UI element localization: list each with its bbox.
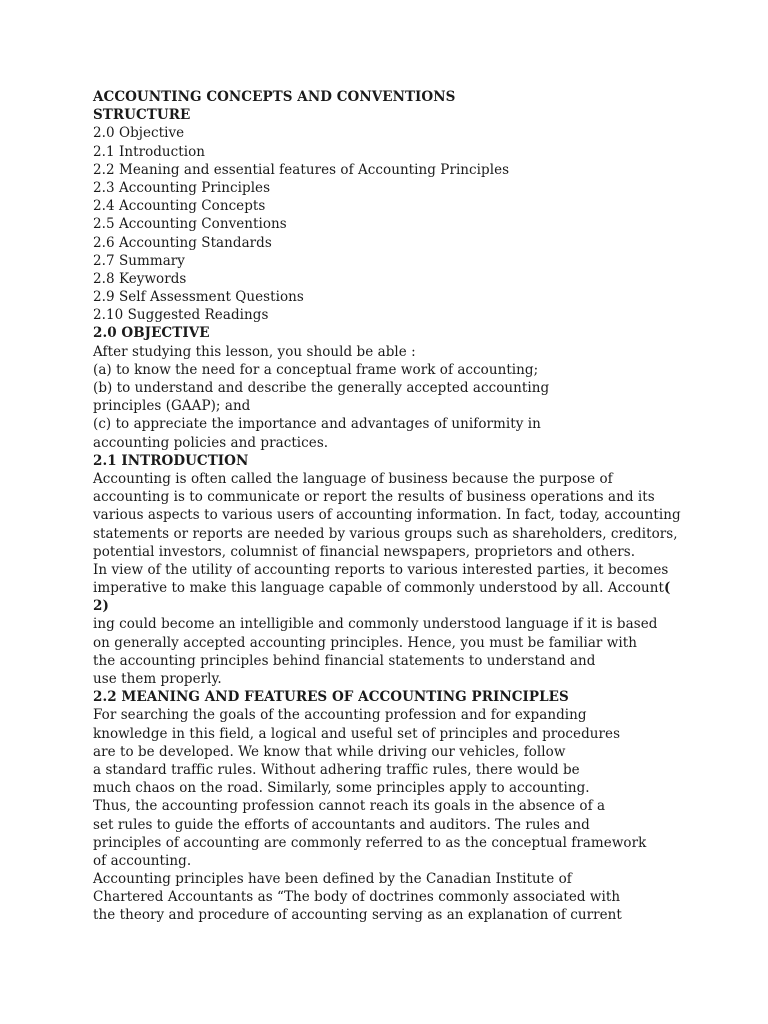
toc-item: 2.8 Keywords — [93, 270, 187, 287]
paragraph-line: on generally accepted accounting principles. Hence, you must be familiar with — [93, 634, 637, 651]
paragraph-line: statements or reports are needed by various groups such as shareholders, creditors, — [93, 525, 678, 542]
table-of-contents — [93, 124, 733, 324]
paragraph-line: accounting policies and practices. — [93, 434, 329, 451]
toc-item: 2.7 Summary — [93, 252, 185, 269]
paragraph-line: Accounting principles have been defined by the Canadian Institute of — [93, 871, 572, 888]
paragraph-line: principles of accounting are commonly referred to as the conceptual framework — [93, 834, 647, 851]
paragraph-line: After studying this lesson, you should be able : — [93, 343, 416, 360]
paragraph-line: Accounting is often called the language of business because the purpose of — [93, 470, 613, 487]
objective-heading: 2.0 OBJECTIVE — [93, 325, 210, 342]
paragraph-line: Thus, the accounting profession cannot reach its goals in the absence of a — [93, 798, 606, 815]
meaning-heading: 2.2 MEANING AND FEATURES OF ACCOUNTING PRINCIPLES — [93, 689, 569, 706]
paragraph-line: the theory and procedure of accounting serving as an explanation of current — [93, 907, 622, 924]
objective-paragraph — [93, 343, 733, 452]
paragraph-line: (b) to understand and describe the generally accepted accounting — [93, 380, 550, 396]
structure-heading: STRUCTURE — [93, 107, 191, 124]
paragraph-line: Chartered Accountants as “The body of doctrines commonly associated with — [93, 889, 621, 906]
paragraph-line: principles (GAAP); and — [93, 398, 251, 415]
paragraph-line: of accounting. — [93, 852, 192, 869]
paragraph-line: (a) to know the need for a conceptual frame work of accounting; — [93, 361, 539, 378]
page-marker-open-paren: ( — [664, 580, 671, 597]
introduction-paragraph — [93, 470, 733, 688]
paragraph-line: accounting is to communicate or report the results of business operations and its — [93, 489, 655, 506]
paragraph-line: are to be developed. We know that while driving our vehicles, follow — [93, 743, 566, 760]
paragraph-line: the accounting principles behind financial statements to understand and — [93, 652, 596, 669]
marker-line-text: imperative to make this language capable of commonly understood by all. Account — [93, 580, 664, 597]
paragraph-line: (c) to appreciate the importance and advantages of uniformity in — [93, 416, 541, 433]
toc-item: 2.4 Accounting Concepts — [93, 198, 266, 215]
paragraph-line: various aspects to various users of accounting information. In fact, today, accounting — [93, 507, 681, 524]
toc-item: 2.6 Accounting Standards — [93, 234, 272, 251]
paragraph-line: ing could become an intelligible and commonly understood language if it is based — [93, 616, 658, 633]
toc-item: 2.10 Suggested Readings — [93, 307, 269, 324]
meaning-paragraph — [93, 706, 733, 924]
toc-item: 2.2 Meaning and essential features of Accounting Principles — [93, 161, 510, 178]
paragraph-line: a standard traffic rules. Without adhering traffic rules, there would be — [93, 761, 580, 778]
toc-item: 2.9 Self Assessment Questions — [93, 289, 304, 306]
paragraph-line: set rules to guide the efforts of accountants and auditors. The rules and — [93, 816, 590, 833]
toc-item: 2.1 Introduction — [93, 143, 206, 160]
paragraph-line: much chaos on the road. Similarly, some principles apply to accounting. — [93, 780, 590, 797]
paragraph-line: potential investors, columnist of financial newspapers, proprietors and others. — [93, 543, 636, 560]
paragraph-line: use them properly. — [93, 671, 222, 687]
paragraph-line — [93, 579, 733, 597]
paragraph-line: For searching the goals of the accounting profession and for expanding — [93, 707, 587, 724]
toc-item: 2.5 Accounting Conventions — [93, 216, 287, 233]
paragraph-line: In view of the utility of accounting reports to various interested parties, it becomes — [93, 561, 669, 578]
document-page — [93, 88, 733, 925]
toc-item: 2.0 Objective — [93, 125, 185, 142]
toc-item: 2.3 Accounting Principles — [93, 179, 271, 196]
page-marker: 2) — [93, 598, 109, 615]
introduction-heading: 2.1 INTRODUCTION — [93, 452, 249, 469]
document-title: ACCOUNTING CONCEPTS AND CONVENTIONS — [93, 89, 456, 105]
paragraph-line: knowledge in this field, a logical and useful set of principles and procedures — [93, 725, 621, 742]
